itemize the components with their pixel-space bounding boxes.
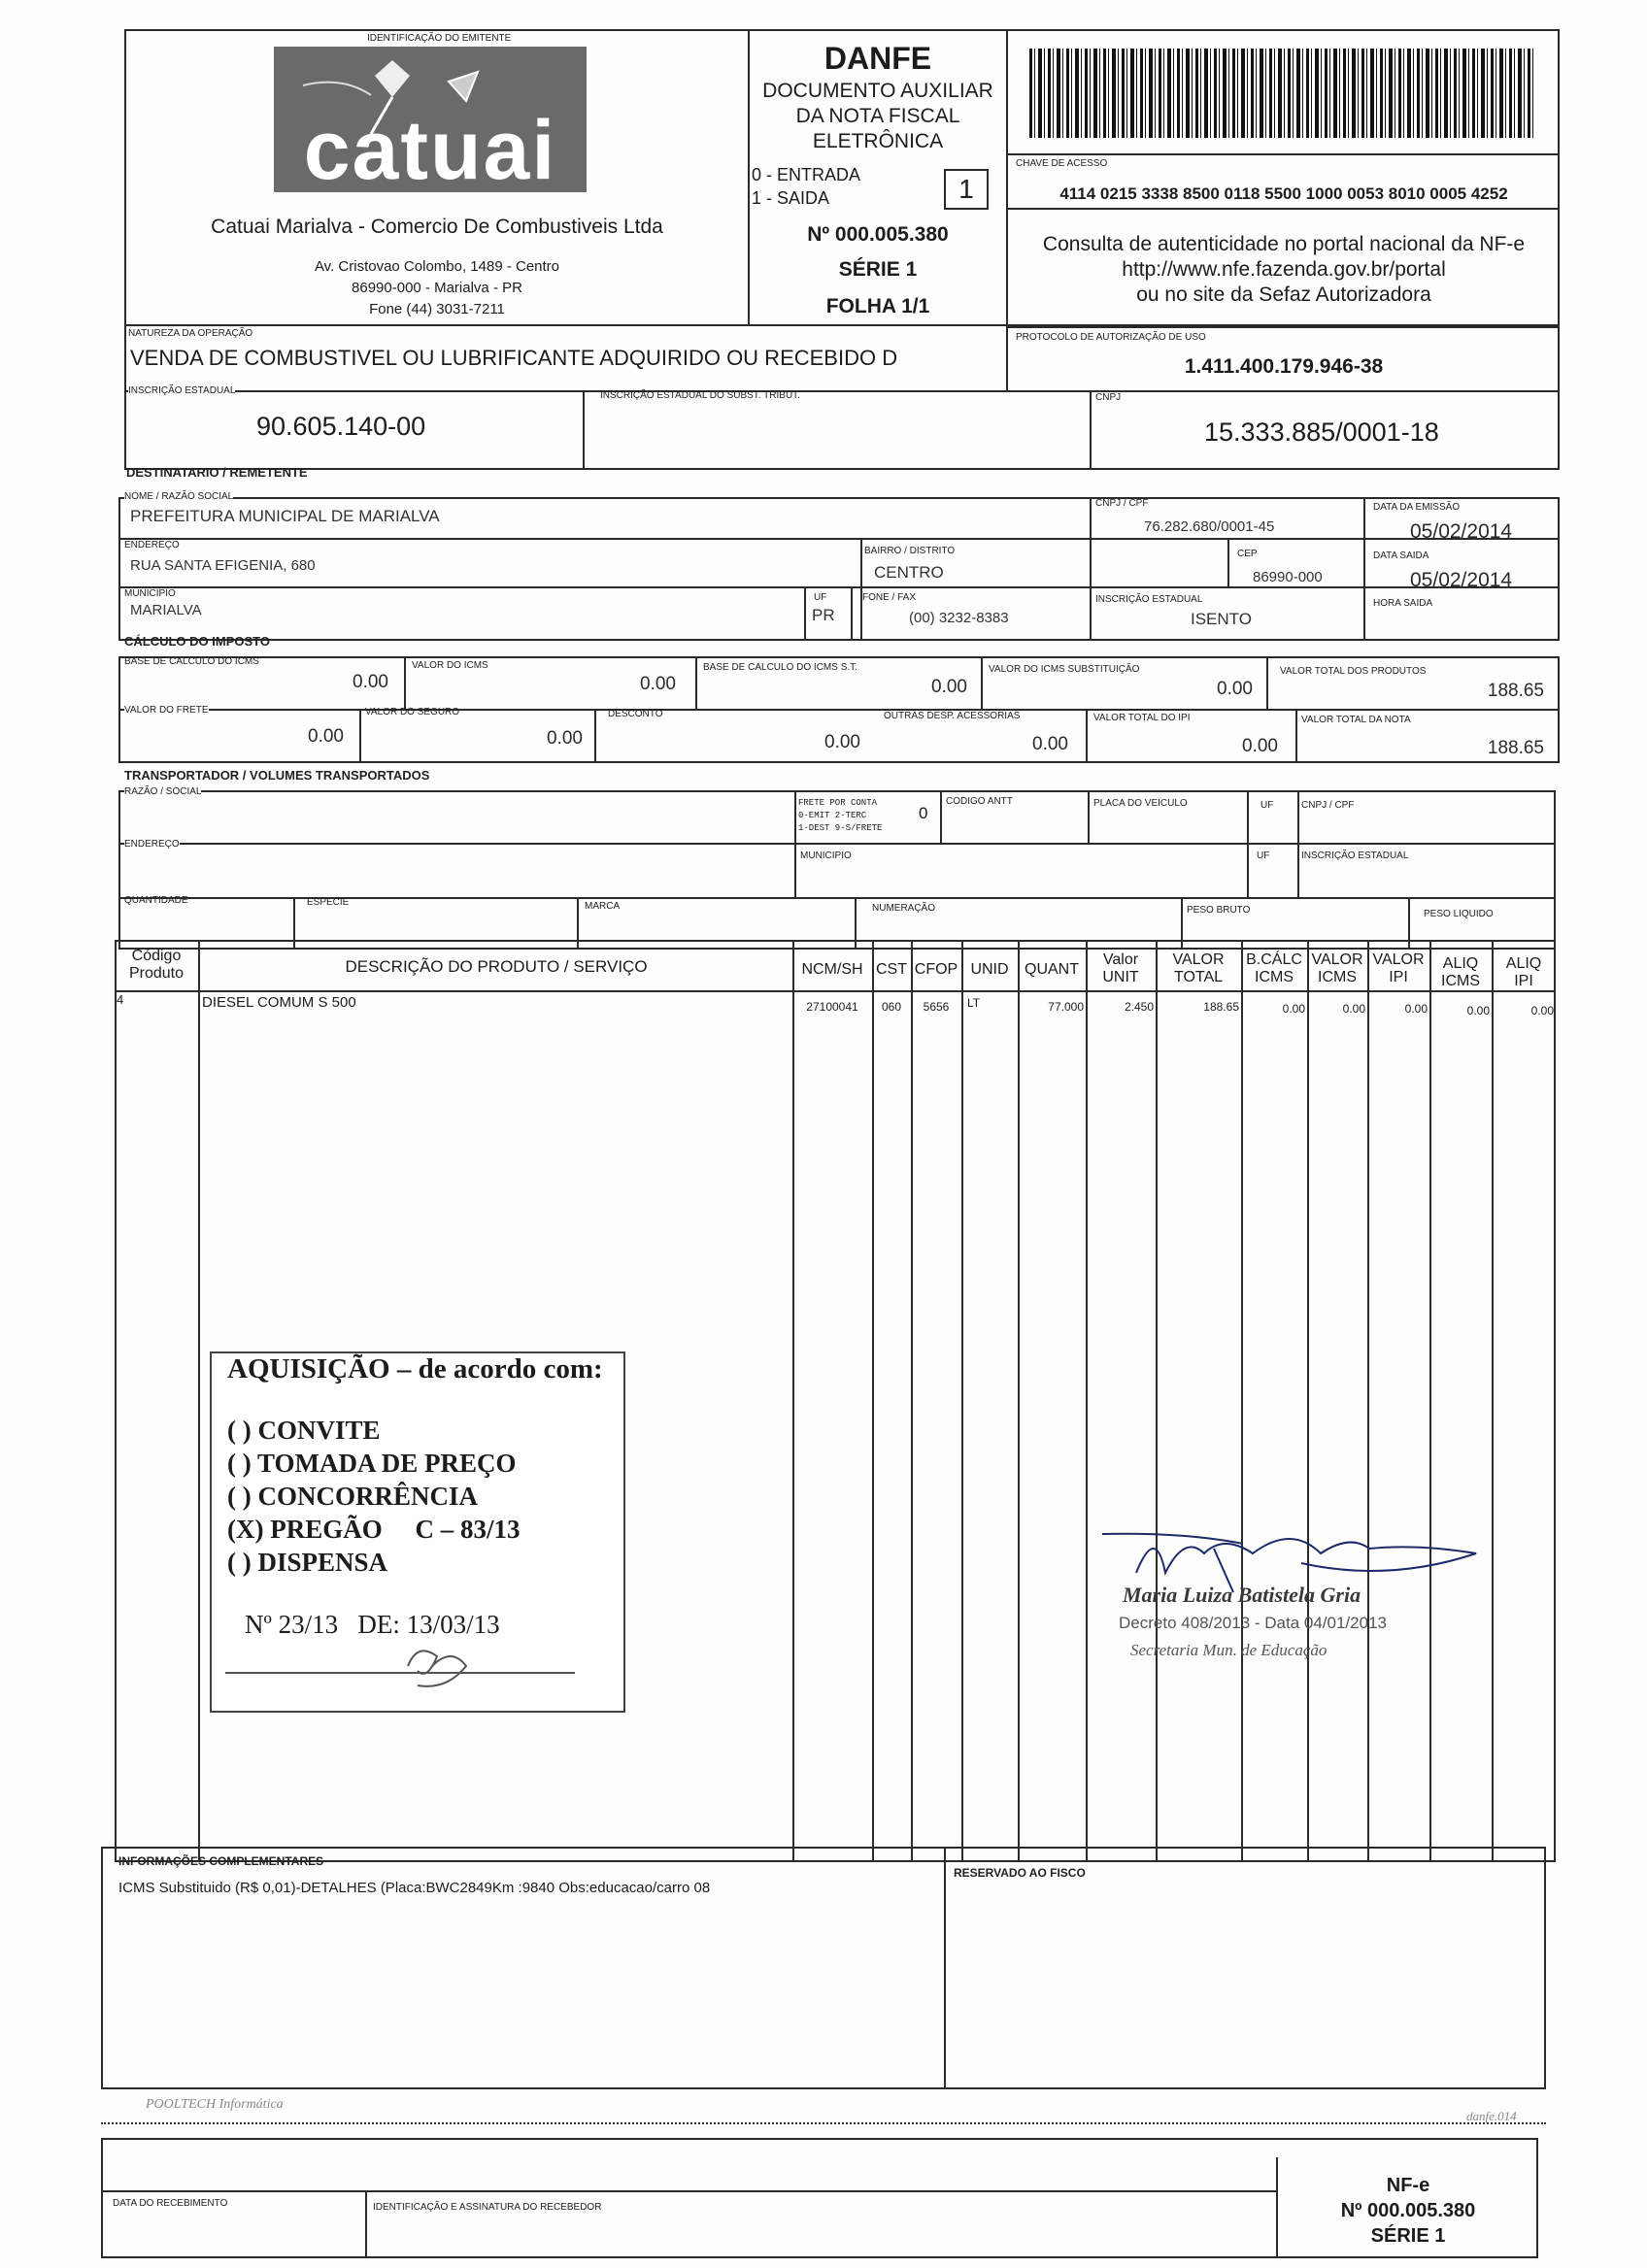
divider	[1086, 709, 1088, 763]
divider	[118, 538, 1560, 540]
base-icms-label: BASE DE CALCULO DO ICMS	[124, 656, 259, 667]
dest-endereco: RUA SANTA EFIGENIA, 680	[130, 557, 316, 574]
frete-conta-value: 0	[919, 804, 928, 822]
transp-uf-label: UF	[1260, 800, 1274, 811]
col-aicms-2: ICMS	[1441, 973, 1480, 989]
dest-cnpj-label: CNPJ / CPF	[1095, 498, 1149, 509]
frete-conta-l3: 1-DEST 9-S/FRETE	[798, 823, 883, 833]
row-cfop: 5656	[923, 1000, 950, 1014]
stamp-pregao: (X) PREGÃO C – 83/13	[227, 1515, 521, 1544]
cnpj-label: CNPJ	[1095, 392, 1122, 403]
col-vicms-1: VALOR	[1311, 951, 1363, 968]
total-nota-label: VALOR TOTAL DA NOTA	[1301, 715, 1411, 725]
emitente-nome: Catuai Marialva - Comercio De Combustiveis Ltda	[211, 216, 663, 238]
danfe-numero: Nº 000.005.380	[807, 223, 949, 246]
divider	[1297, 790, 1299, 897]
col-vunit-1: Valor	[1102, 951, 1139, 968]
divider	[1086, 940, 1088, 1862]
dest-fone: (00) 3232-8383	[909, 610, 1009, 626]
divider	[695, 656, 697, 709]
base-st-label: BASE DE CALCULO DO ICMS S.T.	[703, 662, 857, 673]
row-aicms: 0.00	[1466, 1004, 1490, 1017]
dest-data-saida: 05/02/2014	[1410, 569, 1513, 591]
dest-uf: PR	[812, 606, 835, 624]
marca-label: MARCA	[585, 901, 621, 912]
divider	[1429, 940, 1431, 1862]
ident-recebedor-label: IDENTIFICAÇÃO E ASSINATURA DO RECEBEDOR	[373, 2202, 602, 2213]
ie-label: INSCRIÇÃO ESTADUAL	[128, 385, 236, 396]
total-produtos: 188.65	[1487, 681, 1544, 701]
ie-value: 90.605.140-00	[256, 412, 426, 441]
col-cst: CST	[876, 961, 907, 978]
row-vicms: 0.00	[1342, 1002, 1365, 1016]
dest-bairro-label: BAIRRO / DISTRITO	[864, 546, 956, 556]
divider	[1266, 656, 1268, 709]
divider	[1241, 940, 1243, 1862]
divider	[940, 790, 942, 843]
stamp-numero: Nº 23/13 DE: 13/03/13	[245, 1610, 500, 1639]
dest-hora-label: HORA SAIDA	[1373, 598, 1433, 609]
divider	[981, 656, 983, 709]
row-vtotal: 188.65	[1203, 1000, 1239, 1014]
col-vicms-2: ICMS	[1318, 969, 1357, 985]
canhoto-serie: SÉRIE 1	[1370, 2225, 1446, 2247]
divider	[1247, 790, 1249, 897]
divider	[1090, 390, 1092, 470]
col-unid: UNID	[970, 961, 1009, 978]
numeracao-label: NUMERAÇÃO	[872, 903, 936, 914]
divider	[851, 586, 853, 641]
page-ref: danfe.014	[1466, 2109, 1517, 2123]
desconto-label: DESCONTO	[608, 709, 663, 719]
ie-subst-label: INSCRIÇÃO ESTADUAL DO SUBST. TRIBUT.	[600, 390, 800, 401]
frete-conta-l2: 0-EMIT 2-TERC	[798, 811, 867, 820]
row-quant: 77.000	[1048, 1000, 1084, 1014]
seguro-label: VALOR DO SEGURO	[365, 707, 460, 717]
stamp-convite: ( ) CONVITE	[227, 1416, 381, 1445]
cnpj-value: 15.333.885/0001-18	[1204, 417, 1439, 447]
dest-cep: 86990-000	[1253, 569, 1323, 585]
transp-ie-label: INSCRIÇÃO ESTADUAL	[1301, 850, 1409, 861]
divider	[118, 586, 1560, 588]
col-vunit-2: UNIT	[1102, 969, 1139, 985]
col-vipi-1: VALOR	[1372, 951, 1425, 968]
col-cfop: CFOP	[914, 961, 958, 978]
col-aipi-1: ALIQ	[1505, 955, 1542, 972]
placa-label: PLACA DO VEICULO	[1093, 798, 1188, 809]
frete: 0.00	[308, 726, 344, 747]
row-vunit: 2.450	[1124, 1000, 1154, 1014]
consulta-line1: Consulta de autenticidade no portal nacional da NF-e	[1042, 233, 1526, 255]
divider	[1227, 538, 1229, 586]
dest-cep-label: CEP	[1237, 549, 1258, 559]
destinatario-section: DESTINATARIO / REMETENTE	[126, 465, 308, 480]
complementares-label: INFORMAÇÕES COMPLEMENTARES	[118, 1854, 324, 1868]
dest-fone-label: FONE / FAX	[862, 592, 917, 603]
stamp-concorrencia: ( ) CONCORRÊNCIA	[227, 1482, 478, 1511]
antt-label: CODIGO ANTT	[946, 796, 1013, 807]
natureza-value: VENDA DE COMBUSTIVEL OU LUBRIFICANTE ADQUIRIDO OU RECEBIDO D	[130, 346, 898, 370]
dest-emissao-label: DATA DA EMISSÃO	[1373, 502, 1461, 513]
dest-municipio-label: MUNICIPIO	[124, 588, 176, 599]
divider	[1006, 153, 1560, 155]
fisco-label: RESERVADO AO FISCO	[954, 1866, 1086, 1880]
danfe-saida: 1 - SAIDA	[752, 188, 830, 208]
total-nota: 188.65	[1487, 738, 1544, 758]
dest-saida-label: DATA SAIDA	[1373, 550, 1429, 561]
cut-line	[101, 2122, 1546, 2124]
data-recebimento-label: DATA DO RECEBIMENTO	[113, 2198, 228, 2209]
consulta-line3: ou no site da Sefaz Autorizadora	[1136, 284, 1431, 306]
dest-nome-label: NOME / RAZÃO SOCIAL	[124, 491, 234, 502]
signature-decreto: Decreto 408/2013 - Data 04/01/2013	[1119, 1614, 1387, 1632]
row-descricao: DIESEL COMUM S 500	[202, 994, 356, 1011]
danfe-subtitle-3: ELETRÔNICA	[812, 130, 944, 152]
dest-uf-label: UF	[814, 592, 827, 603]
divider	[359, 709, 361, 763]
consulta-line2[interactable]: http://www.nfe.fazenda.gov.br/portal	[1122, 258, 1446, 281]
canhoto-numero: Nº 000.005.380	[1340, 2200, 1476, 2221]
divider	[1090, 497, 1092, 641]
divider	[792, 940, 794, 1862]
transp-razao-label: RAZÃO / SOCIAL	[124, 786, 202, 797]
divider	[583, 390, 585, 470]
transportador-section: TRANSPORTADOR / VOLUMES TRANSPORTADOS	[124, 768, 430, 783]
col-codigo-2: Produto	[128, 965, 185, 982]
divider	[101, 2190, 1276, 2192]
stamp-title: AQUISIÇÃO – de acordo com:	[227, 1353, 603, 1384]
divider	[1492, 940, 1494, 1862]
divider	[1088, 790, 1090, 843]
dest-ie: ISENTO	[1191, 610, 1252, 628]
danfe-subtitle-2: DA NOTA FISCAL	[795, 105, 960, 127]
divider	[1006, 208, 1560, 210]
row-ncm: 27100041	[806, 1000, 858, 1014]
dest-ie-label: INSCRIÇÃO ESTADUAL	[1095, 594, 1203, 605]
emitente-fone: Fone (44) 3031-7211	[369, 301, 505, 317]
protocolo-value: 1.411.400.179.946-38	[1184, 355, 1384, 378]
row-codigo: 4	[117, 992, 124, 1007]
chave-value: 4114 0215 3338 8500 0118 5500 1000 0053 8010 0005 4252	[1059, 184, 1508, 203]
dest-cnpj: 76.282.680/0001-45	[1144, 518, 1275, 535]
danfe-title: DANFE	[824, 41, 932, 76]
col-vtotal-2: TOTAL	[1173, 969, 1224, 985]
base-st: 0.00	[931, 677, 967, 697]
divider	[594, 709, 596, 763]
valor-icms-label: VALOR DO ICMS	[412, 660, 488, 671]
divider	[944, 1847, 946, 2089]
peso-liquido-label: PESO LIQUIDO	[1424, 909, 1494, 919]
emitente-label: IDENTIFICAÇÃO DO EMITENTE	[367, 33, 512, 44]
ipi: 0.00	[1242, 736, 1278, 756]
divider	[804, 586, 806, 641]
danfe-subtitle-1: DOCUMENTO AUXILIAR	[762, 80, 993, 102]
divider	[1295, 709, 1297, 763]
divider	[794, 790, 796, 897]
valor-st: 0.00	[1217, 679, 1253, 699]
col-aicms-1: ALIQ	[1442, 955, 1479, 972]
transp-endereco-label: ENDEREÇO	[124, 839, 180, 850]
valor-st-label: VALOR DO ICMS SUBSTITUIÇÃO	[989, 664, 1140, 675]
col-vtotal-1: VALOR	[1172, 951, 1225, 968]
divider	[961, 940, 963, 1862]
dest-data-emissao: 05/02/2014	[1410, 520, 1513, 543]
peso-bruto-label: PESO BRUTO	[1187, 905, 1251, 916]
row-unid: LT	[967, 996, 981, 1010]
outras-label: OUTRAS DESP. ACESSORIAS	[884, 711, 1021, 721]
software-credit: POOLTECH Informática	[146, 2097, 284, 2112]
chave-label: CHAVE DE ACESSO	[1016, 158, 1108, 169]
outras: 0.00	[1032, 734, 1068, 754]
divider	[1156, 940, 1158, 1862]
canhoto-nfe: NF-e	[1386, 2175, 1430, 2196]
signature-name: Maria Luiza Batistela Gria	[1123, 1583, 1361, 1607]
imposto-section: CÁLCULO DO IMPOSTO	[124, 634, 270, 649]
signature-secretaria: Secretaria Mun. de Educação	[1130, 1641, 1328, 1659]
stamp-dispensa: ( ) DISPENSA	[227, 1548, 388, 1577]
logo-text: catuai	[303, 104, 557, 197]
transp-uf2-label: UF	[1257, 850, 1270, 861]
danfe-tipo-box: 1	[944, 169, 989, 210]
dest-endereco-label: ENDEREÇO	[124, 540, 180, 550]
desconto: 0.00	[824, 732, 860, 752]
protocolo-label: PROTOCOLO DE AUTORIZAÇÃO DE USO	[1016, 332, 1206, 343]
stamp-initials	[398, 1637, 486, 1695]
danfe-folha: FOLHA 1/1	[825, 295, 930, 317]
dest-nome: PREFEITURA MUNICIPAL DE MARIALVA	[130, 507, 440, 525]
natureza-label: NATUREZA DA OPERAÇÃO	[128, 328, 253, 339]
emitente-cidade: 86990-000 - Marialva - PR	[352, 280, 522, 296]
divider	[115, 990, 1556, 992]
col-quant: QUANT	[1025, 961, 1079, 978]
col-ncm: NCM/SH	[801, 961, 863, 978]
col-bcalc-2: ICMS	[1255, 969, 1294, 985]
base-icms: 0.00	[353, 672, 388, 692]
row-bcalc: 0.00	[1282, 1002, 1305, 1016]
divider	[404, 656, 406, 709]
emitente-endereco: Av. Cristovao Colombo, 1489 - Centro	[314, 258, 560, 275]
transp-municipio-label: MUNICIPIO	[800, 850, 852, 861]
total-produtos-label: VALOR TOTAL DOS PRODUTOS	[1280, 666, 1427, 677]
row-vipi: 0.00	[1404, 1002, 1428, 1016]
col-bcalc-1: B.CÁLC	[1246, 951, 1302, 968]
divider	[911, 940, 913, 1862]
divider	[1367, 940, 1369, 1862]
col-descricao: DESCRIÇÃO DO PRODUTO / SERVIÇO	[345, 957, 648, 976]
divider	[198, 940, 200, 1862]
row-cst: 060	[881, 1000, 902, 1014]
divider	[1018, 940, 1020, 1862]
divider	[118, 843, 1556, 845]
col-vipi-2: IPI	[1389, 969, 1408, 985]
col-aipi-2: IPI	[1514, 973, 1533, 989]
divider	[365, 2190, 367, 2258]
barcode	[1029, 49, 1534, 138]
row-aipi: 0.00	[1530, 1004, 1554, 1017]
ipi-label: VALOR TOTAL DO IPI	[1093, 713, 1191, 723]
divider	[872, 940, 874, 1862]
divider	[118, 709, 1560, 711]
quantidade-label: QUANTIDADE	[124, 895, 188, 906]
danfe-serie: SÉRIE 1	[838, 258, 918, 281]
danfe-entrada: 0 - ENTRADA	[752, 165, 861, 184]
stamp-tomada: ( ) TOMADA DE PREÇO	[227, 1449, 517, 1478]
valor-icms: 0.00	[640, 674, 676, 694]
dest-municipio: MARIALVA	[130, 602, 202, 618]
divider	[1307, 940, 1309, 1862]
divider	[1363, 497, 1365, 641]
divider	[860, 538, 862, 641]
transp-cnpj-label: CNPJ / CPF	[1301, 800, 1355, 811]
complementares-value: ICMS Substituido (R$ 0,01)-DETALHES (Placa:BWC2849Km :9840 Obs:educacao/carro 08	[118, 1880, 711, 1896]
frete-conta-l1: FRETE POR CONTA	[798, 798, 878, 808]
seguro: 0.00	[547, 728, 583, 749]
col-codigo-1: Código	[131, 948, 182, 964]
frete-label: VALOR DO FRETE	[124, 705, 209, 716]
especie-label: ESPECIE	[307, 897, 350, 908]
company-logo	[274, 47, 587, 197]
dest-bairro: CENTRO	[874, 563, 944, 582]
